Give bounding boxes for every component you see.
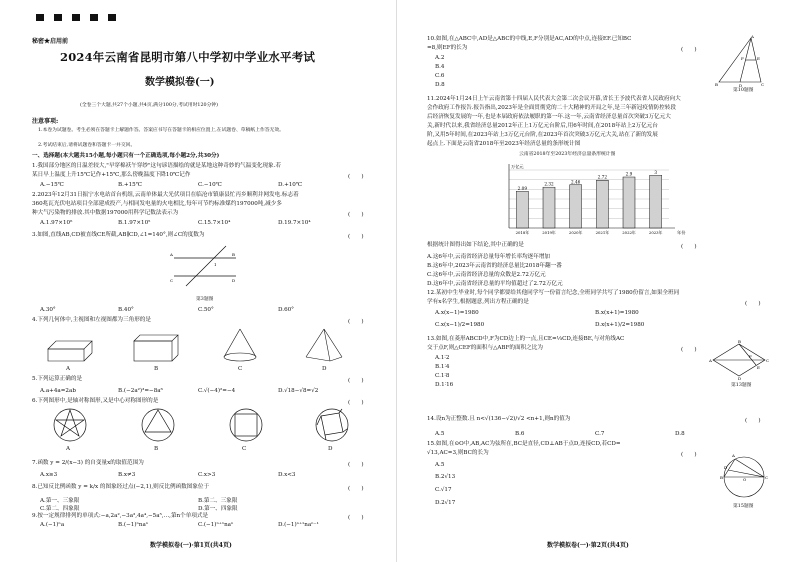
x-tick-label: 2018年 bbox=[515, 230, 530, 235]
chart-bar bbox=[596, 180, 608, 228]
q6-option-c: C bbox=[242, 446, 247, 452]
answer-bracket: ( ) bbox=[745, 418, 761, 424]
chart-bar bbox=[650, 175, 662, 228]
svg-text:C: C bbox=[761, 82, 765, 87]
answer-bracket: ( ) bbox=[348, 400, 364, 406]
q5-option-c: C.√(−4)²=−4 bbox=[198, 388, 236, 394]
svg-text:F: F bbox=[741, 56, 744, 61]
svg-text:E: E bbox=[757, 56, 760, 61]
economy-bar-chart bbox=[487, 160, 687, 240]
q7-line1: 7.函数 y = 2/(x−3) 的自变量x的取值范围为 bbox=[32, 460, 144, 466]
answer-bracket: ( ) bbox=[348, 319, 364, 325]
q3-caption: 第3题图 bbox=[196, 297, 214, 302]
q6-figures bbox=[40, 407, 360, 445]
svg-text:D: D bbox=[738, 376, 742, 381]
q8-option-a: A.第一、三象限 bbox=[40, 498, 80, 504]
q12-option-c: C.x(x−1)/2=1980 bbox=[435, 322, 485, 328]
q11-line2: 会作政府工作报告.报告指出,2023年是全面贯彻党的二十大精神的开局之年,是三年新冠疫情防控转段 bbox=[427, 105, 676, 111]
q9-option-d: D.(−1)ⁿ⁺¹naⁿ⁻¹ bbox=[278, 522, 319, 528]
q12-line1: 12.某初中生毕业时,每个同学都要给其他同学写一份留言纪念,全班同学共写了1980份留言,如果全班同 bbox=[427, 290, 680, 296]
q15-option-c: C.√17 bbox=[435, 487, 452, 493]
barcode-square bbox=[72, 14, 80, 21]
q9-option-b: B.(−1)ⁿnaⁿ bbox=[118, 522, 149, 528]
svg-text:A: A bbox=[732, 453, 735, 458]
answer-bracket: ( ) bbox=[348, 212, 364, 218]
q7-option-d: D.x<3 bbox=[278, 472, 296, 478]
q2-line1: 2.2023年12月31日振宁水电站首台机组,云南单体最大光伏项目在临沧市镇康县忙丙乡顺利并网发电.标志着 bbox=[32, 192, 299, 198]
q11-option-b: B.这6年中,2023年云南省的经济总量比2018年翻一番 bbox=[427, 263, 562, 269]
q2-line2: 360兆瓦光伏电站项目全部建成投产,与相同发电量的火电相比,每年可节约标准煤约197000吨,减少多 bbox=[32, 201, 282, 207]
q11-option-a: A.这6年中,云南省经济总量每年增长率均逐年增加 bbox=[427, 254, 551, 260]
q1-line2: 某日早上温度上升15℃记作+15℃,那么傍晚温度下降10℃记作 bbox=[32, 172, 191, 178]
q13-figure bbox=[709, 340, 769, 380]
svg-text:E: E bbox=[757, 365, 760, 370]
q7-option-c: C.x>3 bbox=[198, 472, 216, 478]
q3-figure bbox=[170, 240, 240, 292]
barcode-square bbox=[108, 14, 116, 21]
q11-line5: 阶,又用5年时间,在2023年站上3万亿元台阶,在2023年首次突破3万亿元大关,站在了新的发展 bbox=[427, 132, 658, 138]
q9-line1: 9.按一定规律排列的单项式:−a,2a²,−3a³,4a⁴,−5a⁵,…,第n个单项式是 bbox=[32, 513, 209, 519]
q7-option-a: A.x≥3 bbox=[40, 472, 58, 478]
chart-bar bbox=[516, 191, 528, 228]
q8-option-c: C.第二、四象限 bbox=[40, 506, 80, 512]
q3-option-c: C.50° bbox=[198, 307, 214, 313]
q10-option-b: B.4 bbox=[435, 64, 445, 70]
page-footer: 数学模拟卷(一)·第1页(共4页) bbox=[150, 542, 232, 549]
q8-option-b: B.第二、三象限 bbox=[198, 498, 238, 504]
q12-option-a: A.x(x−1)=1980 bbox=[435, 310, 479, 316]
svg-text:O: O bbox=[743, 477, 747, 482]
svg-text:1: 1 bbox=[214, 262, 217, 267]
chart-title: 云南省2018年至2023年经济总量条形统计图 bbox=[519, 152, 616, 157]
svg-text:B: B bbox=[738, 339, 741, 344]
q3-option-b: B.40° bbox=[118, 307, 134, 313]
q6-option-d: D bbox=[328, 446, 333, 452]
barcode-square bbox=[36, 14, 44, 21]
answer-bracket: ( ) bbox=[348, 462, 364, 468]
q15-line1: 15.如图,在⊙O中,AB,AC为弦所在,BC是直径,CD⊥AB于点D,连接CD,若CD= bbox=[427, 441, 621, 447]
bar-value-label: 2.32 bbox=[544, 181, 554, 187]
barcode-square bbox=[54, 14, 62, 21]
q3-line1: 3.如图,直线AB,CD被直线CE所截,AB∥CD,∠1=140°,则∠C的度数为 bbox=[32, 232, 205, 238]
svg-text:C: C bbox=[170, 278, 174, 283]
x-axis-label: 年份 bbox=[677, 230, 686, 235]
q15-caption: 第15题图 bbox=[733, 504, 754, 509]
chart-bar bbox=[543, 187, 555, 228]
exam-note: (全卷三个大题,共27个小题,共4页,满分100分,考试用时120分钟) bbox=[80, 103, 219, 108]
q6-option-b: B bbox=[154, 446, 159, 452]
page-footer: 数学模拟卷(一)·第2页(共4页) bbox=[547, 542, 629, 549]
q10-line2: =8,则EF的长为 bbox=[427, 45, 468, 51]
q10-figure bbox=[715, 36, 765, 88]
q1-line1: 1.我国部分地区的日温差较大,"早穿棉袄午穿纱"这句谚语描绘的就是某地这种奇妙的气温变化现象.若 bbox=[32, 163, 281, 169]
chart-bar bbox=[623, 177, 635, 228]
q4-figures bbox=[40, 327, 360, 367]
q11-question: 根据统计图得出如下结论,其中正确的是 bbox=[427, 242, 524, 248]
q13-line2: 交于点F,则△CEF的面积与△ABF的面积之比为 bbox=[427, 345, 543, 351]
q11-line3: 后经济恢复发展的一年,也是本届政府依法履职的第一年.这一年,云南省经济总量首次突破3万亿元大 bbox=[427, 114, 671, 120]
x-tick-label: 2021年 bbox=[595, 230, 610, 235]
svg-text:B: B bbox=[232, 252, 235, 257]
q5-option-a: A.a+4a=2ab bbox=[40, 388, 76, 394]
x-tick-label: 2020年 bbox=[568, 230, 583, 235]
svg-text:B: B bbox=[720, 475, 723, 480]
q4-line1: 4.下列几何体中,主视图和左视图都为三角形的是 bbox=[32, 317, 151, 323]
bar-value-label: 2.46 bbox=[571, 179, 581, 185]
answer-bracket: ( ) bbox=[681, 347, 697, 353]
exam-page-2 bbox=[397, 0, 794, 562]
q15-figure bbox=[719, 452, 769, 502]
answer-bracket: ( ) bbox=[745, 301, 761, 307]
svg-text:C: C bbox=[766, 358, 770, 363]
q13-option-a: A.1∶2 bbox=[435, 355, 450, 361]
notice-heading: 注意事项: bbox=[32, 118, 59, 125]
barcode-square bbox=[90, 14, 98, 21]
q15-option-b: B.2√13 bbox=[435, 474, 456, 480]
exam-subtitle: 数学模拟卷(一) bbox=[145, 77, 215, 88]
x-tick-label: 2023年 bbox=[648, 230, 663, 235]
chart-bar bbox=[570, 185, 582, 228]
q15-line2: √13,AC=3,则BC的长为 bbox=[427, 450, 489, 456]
notice-line2: 2.考试结束后,请将试题卷和答题卡一并交回。 bbox=[38, 143, 136, 148]
answer-bracket: ( ) bbox=[348, 515, 364, 521]
svg-text:A: A bbox=[709, 358, 712, 363]
q4-option-a: A bbox=[66, 366, 71, 372]
q12-line2: 学有x名学生,根据题意,列出方程正确的是 bbox=[427, 299, 529, 305]
q13-caption: 第13题图 bbox=[731, 383, 752, 388]
q1-option-d: D.+10℃ bbox=[278, 182, 303, 188]
q7-option-b: B.x≠3 bbox=[118, 472, 136, 478]
q11-line1: 11.2024年1月24日上午云南省第十四届人民代表大会第二次会议开幕,省长王予波代表省人民政府向大 bbox=[427, 96, 681, 102]
q13-line1: 13.如图,在菱形ABCD中,F为CD边上的一点,且CE=⅓CD,连接BE,与对角线AC bbox=[427, 336, 625, 342]
q10-line1: 10.如图,在△ABC中,AD是△ABC的中线,E,F分别是AC,AD的中点,连接EF.已知BC bbox=[427, 36, 632, 42]
bar-value-label: 2.9 bbox=[625, 171, 633, 177]
q10-option-d: D.8 bbox=[435, 82, 445, 88]
q8-line1: 8.已知反比例函数 y = k/x 的图象经过点(−2,1),则反比例函数图象位于 bbox=[32, 484, 210, 490]
q2-option-a: A.1.97×10⁶ bbox=[40, 220, 73, 226]
answer-bracket: ( ) bbox=[681, 47, 697, 53]
svg-text:D: D bbox=[724, 465, 728, 470]
q10-option-a: A.2 bbox=[435, 55, 445, 61]
q10-option-c: C.6 bbox=[435, 73, 445, 79]
q14-option-a: A.5 bbox=[435, 431, 445, 437]
q4-option-d: D bbox=[322, 366, 327, 372]
q5-option-d: D.√18−√8=√2 bbox=[278, 388, 319, 394]
answer-bracket: ( ) bbox=[681, 452, 697, 458]
q6-option-a: A bbox=[66, 446, 71, 452]
q13-option-c: C.1∶8 bbox=[435, 373, 450, 379]
bar-value-label: 3 bbox=[654, 169, 658, 175]
q13-option-d: D.1∶16 bbox=[435, 382, 454, 388]
q10-caption: 第10题图 bbox=[733, 88, 754, 93]
x-tick-label: 2019年 bbox=[542, 230, 556, 235]
q2-option-c: C.15.7×10⁴ bbox=[198, 220, 231, 226]
secret-label: 秘密★启用前 bbox=[32, 38, 69, 45]
bar-value-label: 2.72 bbox=[597, 174, 607, 180]
notice-line1: 1.本卷为试题卷。考生必须在答题卡上解题作答。答案应书写在答题卡的相应位置上,在试题卷、草稿纸上作答无效。 bbox=[38, 128, 284, 133]
q2-option-d: D.19.7×10⁴ bbox=[278, 220, 311, 226]
q14-option-b: B.6 bbox=[515, 431, 525, 437]
q9-option-c: C.(−1)ⁿ⁺¹naⁿ bbox=[198, 522, 234, 528]
svg-text:F: F bbox=[749, 354, 752, 359]
svg-text:D: D bbox=[739, 83, 743, 88]
y-axis-label: 万亿元 bbox=[511, 164, 524, 169]
q5-option-b: B.(−2a²)³=−8a⁶ bbox=[118, 388, 163, 394]
x-tick-label: 2022年 bbox=[622, 230, 636, 235]
q15-option-a: A.5 bbox=[435, 462, 445, 468]
q5-line1: 5.下列运算正确的是 bbox=[32, 376, 83, 382]
q13-option-b: B.1∶4 bbox=[435, 364, 450, 370]
q8-option-d: D.第一、四象限 bbox=[198, 506, 238, 512]
answer-bracket: ( ) bbox=[348, 486, 364, 492]
q11-line6: 起点上.下面是云南省2018年至2023年经济总量的条形统计图 bbox=[427, 141, 581, 147]
q1-option-b: B.+15℃ bbox=[118, 182, 142, 188]
answer-bracket: ( ) bbox=[348, 378, 364, 384]
exam-title: 2024年云南省昆明市第八中学初中学业水平考试 bbox=[60, 50, 316, 64]
q11-option-d: D.这6年中,云南省经济总量的平均值超过了2.72万亿元 bbox=[427, 281, 563, 287]
section-heading: 一、选择题(本大题共15小题,每小题只有一个正确选项,每小题2分,共30分) bbox=[32, 153, 220, 159]
svg-text:A: A bbox=[751, 34, 754, 39]
svg-text:A: A bbox=[170, 252, 173, 257]
q11-option-c: C.这6年中,云南省经济总量的众数是2.72万亿元 bbox=[427, 272, 546, 278]
q14-line1: 14.设n为正整数.且 n<√(136−√2)/√2 <n+1,则n的值为 bbox=[427, 416, 571, 422]
q11-line4: 关,新时代以来,我省经济总量2012年正上1万亿元台阶后,用6年时间,在2018年站上2万亿元台 bbox=[427, 123, 658, 129]
answer-bracket: ( ) bbox=[348, 174, 364, 180]
q12-option-d: D.x(x+1)/2=1980 bbox=[595, 322, 645, 328]
q3-option-d: D.60° bbox=[278, 307, 294, 313]
svg-text:C: C bbox=[765, 475, 769, 480]
answer-bracket: ( ) bbox=[348, 234, 364, 240]
q6-line1: 6.下列图形中,是轴对称图形,又是中心对称图形的是 bbox=[32, 398, 159, 404]
q14-option-c: C.7 bbox=[595, 431, 605, 437]
q4-option-c: C bbox=[238, 366, 243, 372]
q9-option-a: A.(−1)ⁿa bbox=[40, 522, 65, 528]
svg-text:B: B bbox=[715, 82, 718, 87]
q14-option-d: D.8 bbox=[675, 431, 685, 437]
q4-option-b: B bbox=[154, 366, 159, 372]
q1-option-a: A.−15℃ bbox=[40, 182, 64, 188]
svg-text:D: D bbox=[232, 278, 236, 283]
q15-option-d: D.2√17 bbox=[435, 500, 456, 506]
q2-line3: 种大气污染物的排放.其中数据197000用科学记数法表示为 bbox=[32, 210, 179, 216]
q1-option-c: C.−10℃ bbox=[198, 182, 222, 188]
q2-option-b: B.1.97×10⁵ bbox=[118, 220, 151, 226]
answer-bracket: ( ) bbox=[681, 244, 697, 250]
q12-option-b: B.x(x+1)=1980 bbox=[595, 310, 639, 316]
bar-value-label: 2.09 bbox=[517, 185, 527, 191]
q3-option-a: A.30° bbox=[40, 307, 56, 313]
